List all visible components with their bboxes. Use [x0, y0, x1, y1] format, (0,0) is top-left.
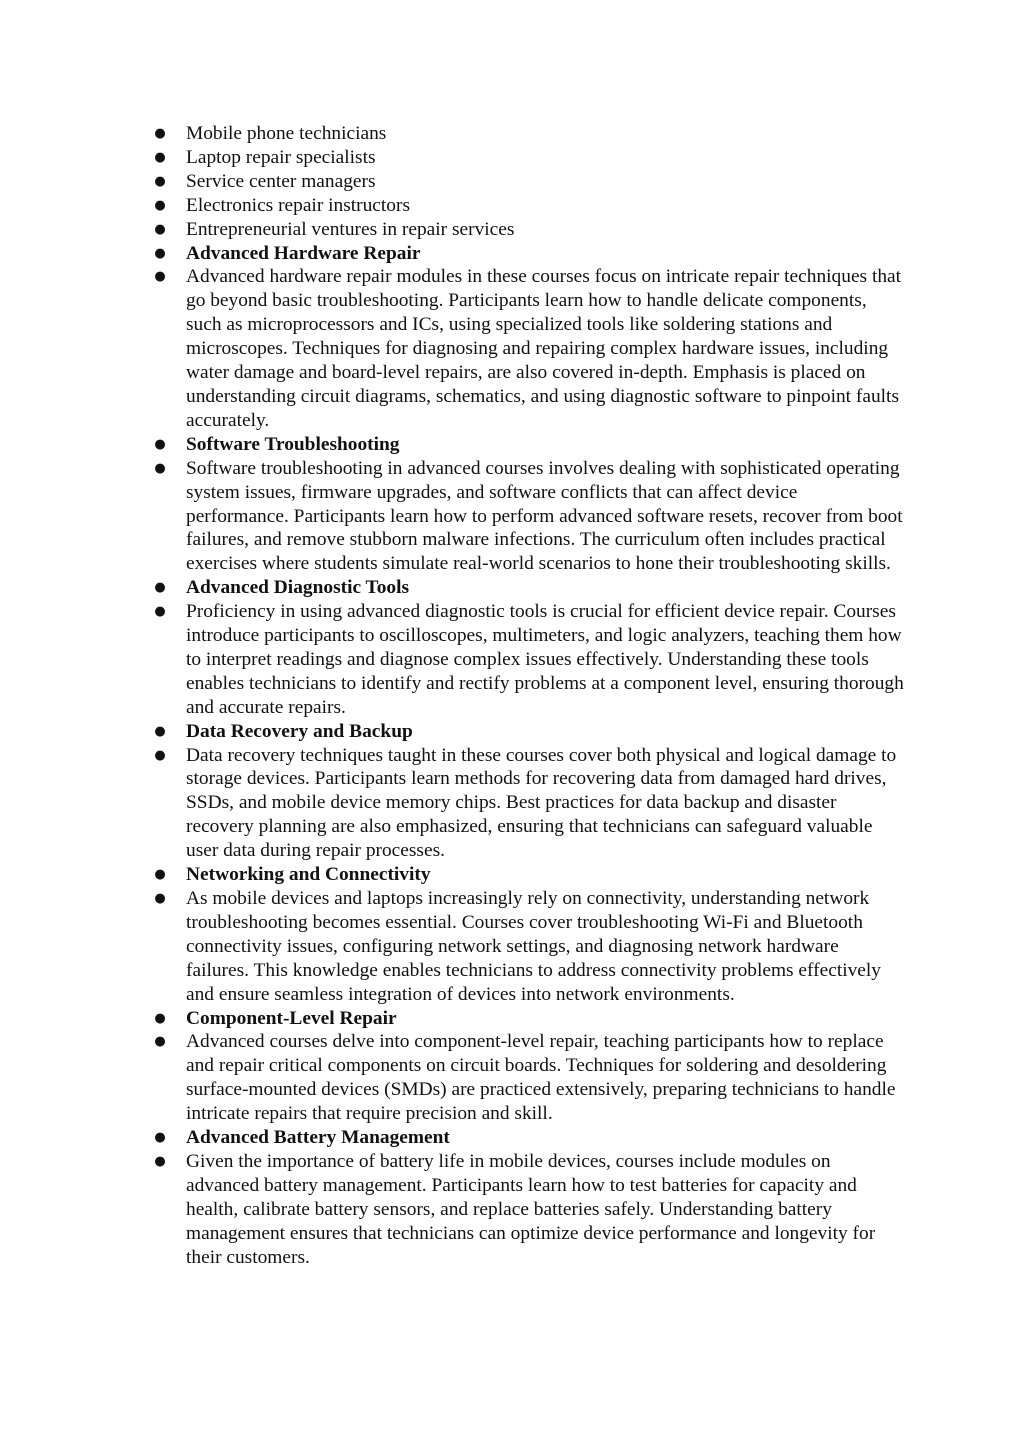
- section-heading-item: [0, 242, 1024, 266]
- bullet-icon: ●: [154, 580, 166, 596]
- section-heading-item: [0, 1007, 1024, 1031]
- list-item: [0, 1150, 1024, 1270]
- paragraph-text: As mobile devices and laptops increasingly rely on connectivity, understanding network troubleshooting becomes essential. Courses cover troubleshooting Wi-Fi and Bluetooth connectivity issues, configuring network settings, and diagnosing network hardware failures. This knowledge enables technicians to address connectivity problems effectively and ensure seamless integration of devices into network environments.: [186, 888, 881, 1005]
- bullet-icon: ●: [154, 1034, 166, 1050]
- paragraph-text: Advanced courses delve into component-level repair, teaching participants how to replace and repair critical components on circuit boards. Techniques for soldering and desoldering surface-mounted devices (SMDs) are practiced extensively, preparing technicians to handle intricate repairs that require precision and skill.: [186, 1031, 896, 1125]
- section-heading: Component-Level Repair: [186, 1007, 397, 1029]
- bullet-icon: ●: [154, 269, 166, 285]
- paragraph-text: Proficiency in using advanced diagnostic tools is crucial for efficient device repair. Courses introduce participants to oscilloscopes, multimeters, and logic analyzers, teaching them how to interpret readings and diagnose complex issues effectively. Understanding these tools enables technicians to identify and rectify problems at a component level, ensuring thorough and accurate repairs.: [186, 601, 904, 718]
- section-heading: Advanced Diagnostic Tools: [186, 577, 410, 599]
- section-heading: Data Recovery and Backup: [186, 720, 413, 742]
- bullet-icon: ●: [154, 723, 166, 739]
- list-item-text: Service center managers: [186, 170, 376, 192]
- section-heading: Networking and Connectivity: [186, 864, 431, 886]
- paragraph-text: Data recovery techniques taught in these courses cover both physical and logical damage to storage devices. Participants learn methods for recovering data from damaged hard drives, SSDs, and mobile device memory chips. Best practices for data backup and disaster recovery planning are also emphasized, ensuring that technicians can safeguard valuable user data during repair processes.: [186, 744, 897, 862]
- section-heading-item: [0, 863, 1024, 887]
- section-heading: Software Troubleshooting: [186, 433, 400, 455]
- paragraph-text: Advanced hardware repair modules in these courses focus on intricate repair techniques that go beyond basic troubleshooting. Participants learn how to handle delicate components, such as microprocessors and ICs, using specialized tools like soldering stations and microscopes. Techniques for diagnosing and repairing complex hardware issues, including water damage and board-level repairs, are also covered in-depth. Emphasis is placed on understanding circuit diagrams, schematics, and using diagnostic software to pinpoint faults accurately.: [186, 266, 902, 431]
- list-item: [0, 218, 1024, 242]
- bullet-icon: ●: [154, 221, 166, 237]
- section-heading-item: [0, 576, 1024, 600]
- bullet-icon: ●: [154, 604, 166, 620]
- bullet-icon: ●: [154, 1130, 166, 1146]
- bullet-list: [0, 122, 1024, 1270]
- section-heading-item: [0, 1126, 1024, 1150]
- list-item: [0, 744, 1024, 864]
- list-item-text: Laptop repair specialists: [186, 146, 376, 168]
- bullet-icon: ●: [154, 891, 166, 906]
- paragraph-text: Given the importance of battery life in mobile devices, courses include modules on advanced battery management. Participants learn how to test batteries for capacity and health, calibrate battery sensors, and replace batteries safely. Understanding battery management ensures that technicians can optimize device performance and longevity for their customers.: [186, 1150, 876, 1268]
- bullet-icon: ●: [154, 436, 166, 452]
- list-item: [0, 146, 1024, 170]
- list-item: [0, 1030, 1024, 1126]
- list-item: [0, 194, 1024, 218]
- bullet-icon: ●: [154, 460, 166, 476]
- bullet-icon: ●: [154, 149, 166, 165]
- list-item-text: Entrepreneurial ventures in repair services: [186, 218, 515, 240]
- list-item: [0, 600, 1024, 720]
- list-item-text: Mobile phone technicians: [186, 123, 387, 144]
- list-item: [0, 170, 1024, 194]
- list-item: [0, 265, 1024, 432]
- list-item: [0, 122, 1024, 146]
- bullet-icon: ●: [154, 126, 166, 141]
- list-item: [0, 457, 1024, 577]
- paragraph-text: Software troubleshooting in advanced courses involves dealing with sophisticated operating system issues, firmware upgrades, and software conflicts that can affect device performance. Participants learn how to perform advanced software resets, recover from boot failures, and remove stubborn malware infections. The curriculum often includes practical exercises where students simulate real-world scenarios to hone their troubleshooting skills.: [186, 457, 903, 575]
- document-page: [0, 122, 1024, 1270]
- bullet-icon: ●: [154, 197, 166, 213]
- bullet-icon: ●: [154, 747, 166, 763]
- list-item: [0, 887, 1024, 1007]
- section-heading-item: [0, 433, 1024, 457]
- section-heading: Advanced Hardware Repair: [186, 242, 421, 264]
- bullet-icon: ●: [154, 1153, 166, 1169]
- bullet-icon: ●: [154, 867, 166, 883]
- list-item-text: Electronics repair instructors: [186, 194, 410, 216]
- bullet-icon: ●: [154, 245, 166, 261]
- section-heading: Advanced Battery Management: [186, 1127, 450, 1149]
- bullet-icon: ●: [154, 1010, 166, 1026]
- section-heading-item: [0, 720, 1024, 744]
- bullet-icon: ●: [154, 173, 166, 189]
